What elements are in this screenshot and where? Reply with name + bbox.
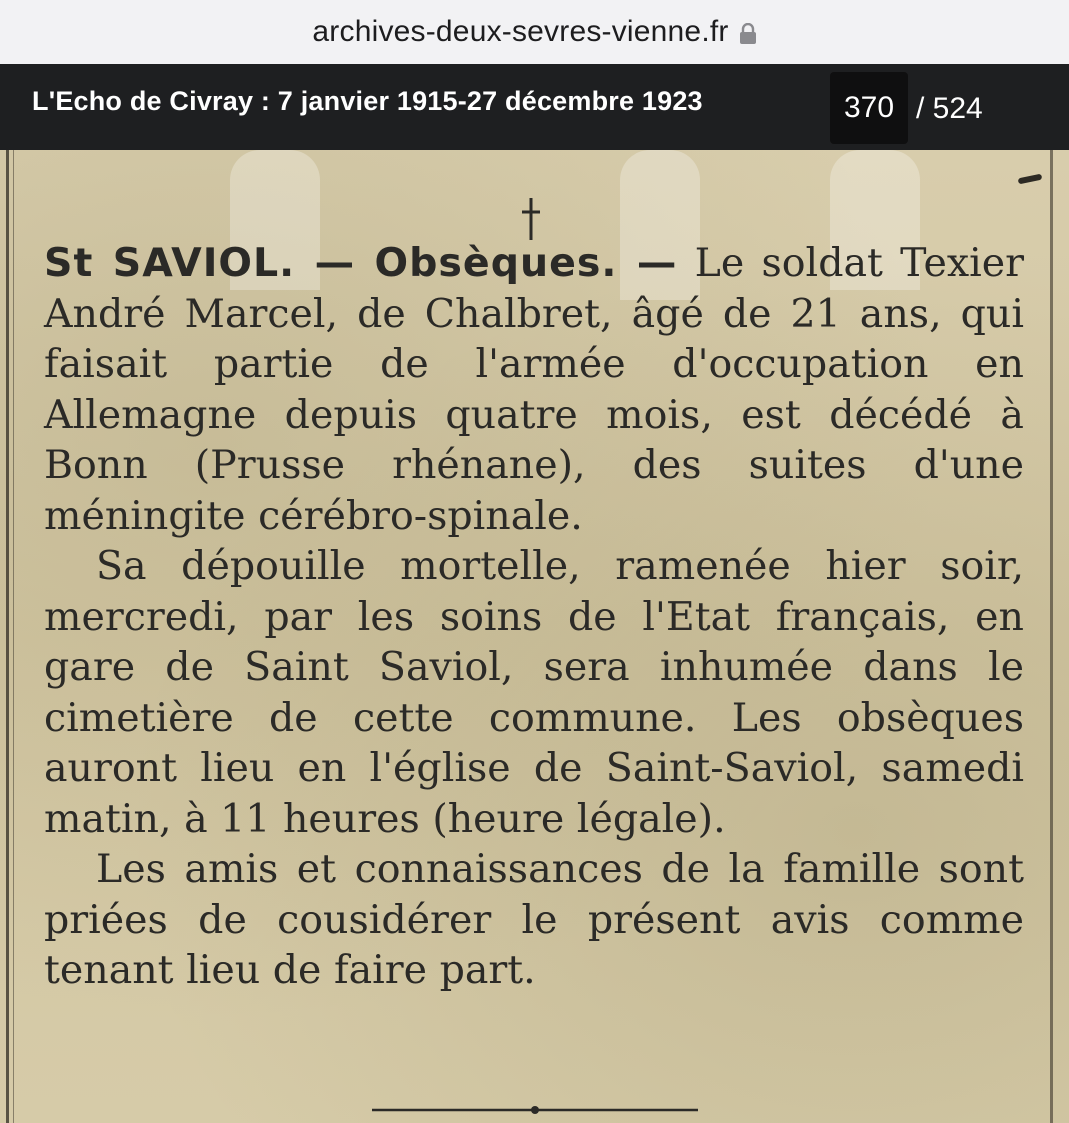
cross-icon — [516, 196, 546, 244]
article-heading: St SAVIOL. — Obsèques. — — [44, 240, 678, 286]
document-title: L'Echo de Civray : 7 janvier 1915-27 décembre 1923 — [32, 86, 703, 116]
separator-ornament — [372, 1100, 698, 1110]
column-rule — [13, 150, 14, 1123]
browser-url-bar[interactable] — [0, 0, 1069, 64]
lock-icon — [739, 23, 757, 45]
column-rule — [1050, 150, 1053, 1123]
page-number-input[interactable] — [830, 72, 908, 144]
newspaper-scan — [0, 150, 1069, 1123]
page-total: / 524 — [916, 92, 983, 125]
column-rule — [6, 150, 9, 1123]
obituary-article — [44, 238, 1024, 996]
url-text[interactable]: archives-deux-sevres-vienne.fr — [312, 15, 729, 48]
print-mark — [1018, 174, 1043, 185]
article-paragraph-text: Le soldat Texier André Marcel, de Chalbret, âgé de 21 ans, qui faisait partie de l'armée d'occupation en Allemagne depuis quatre mois, est décédé à Bonn (Prusse rhénane), des suites d'une méningite cérébro-spinale. — [44, 240, 1024, 539]
article-paragraph: Les amis et connaissances de la famille sont priées de cousidérer le présent avis comme tenant lieu de faire part. — [44, 846, 1024, 993]
viewer-header — [0, 64, 1069, 150]
article-paragraph — [44, 238, 1024, 541]
article-paragraph: Sa dépouille mortelle, ramenée hier soir, mercredi, par les soins de l'Etat français, en gare de Saint Saviol, sera inhumée dans le cimetière de cette commune. Les obsèques auront lieu en l'église de Saint-Saviol, samedi matin, à 11 heures (heure légale). — [44, 543, 1024, 842]
